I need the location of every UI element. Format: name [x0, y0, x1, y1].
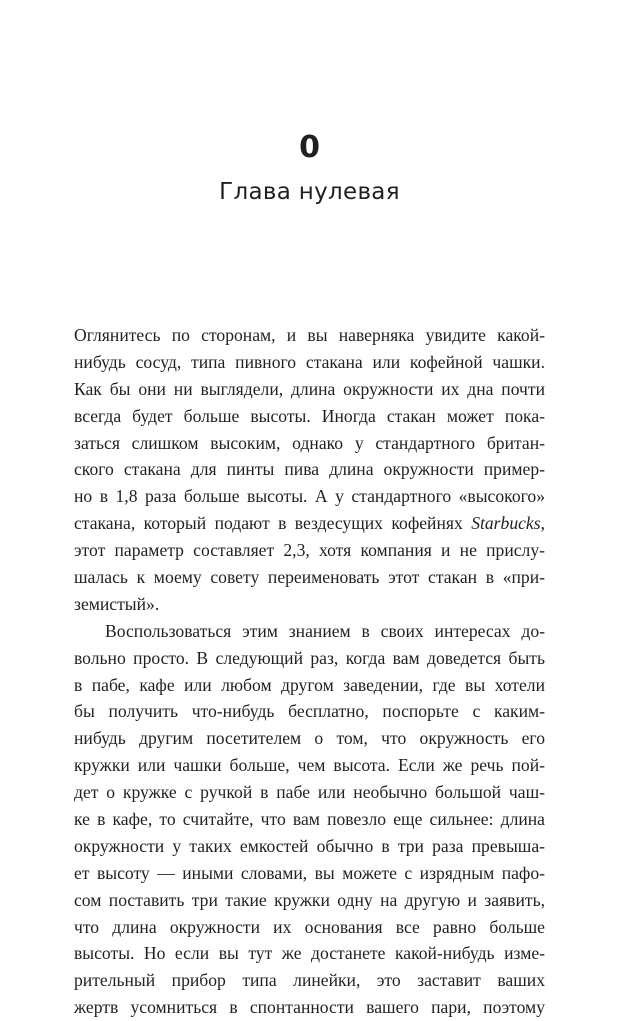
text-line: шалась к моему совету переименовать этот стакан в «при- [74, 567, 545, 588]
text-line: но в 1,8 раза больше высоты. А у стандартного «высокого» [74, 486, 545, 507]
text-segment: стакана, который подают в вездесущих кофейнях [74, 513, 472, 534]
text-segment: , [540, 513, 545, 534]
text-line: окружности у таких емкостей обычно в три раза превыша- [74, 835, 545, 856]
text-line: ет высоту — иными словами, вы можете с изрядным пафо- [74, 862, 545, 883]
text-line: в пабе, кафе или любом другом заведении, где вы хотели [74, 674, 545, 695]
text-line: высоты. Но если вы тут же достанете какой-нибудь изме- [74, 943, 545, 964]
text-line: бы получить что-нибудь бесплатно, поспорьте с каким- [74, 701, 545, 722]
text-line: нибудь сосуд, типа пивного стакана или кофейной чашки. [74, 351, 545, 372]
text-line: ке в кафе, то считайте, что вам повезло еще сильнее: длина [74, 809, 545, 830]
text-line: сом поставить три такие кружки одну на другую и заявить, [74, 889, 545, 910]
text-line: что длина окружности их основания все равно больше [74, 916, 545, 937]
text-line: Воспользоваться этим знанием в своих интересах до- [105, 620, 545, 641]
text-line: ского стакана для пинты пива длина окружности пример- [74, 459, 545, 480]
text-line: дет о кружке с ручкой в пабе или необычно большой чаш- [74, 782, 545, 803]
text-line: вольно просто. В следующий раз, когда вам доведется быть [74, 647, 545, 668]
text-line: рительный прибор типа линейки, это заставит ваших [74, 970, 545, 991]
text-line: нибудь другим посетителем о том, что окружность его [74, 728, 545, 749]
text-line: всегда будет больше высоты. Иногда стакан может пока- [74, 405, 545, 426]
text-line: земистый». [74, 593, 160, 614]
body-text [74, 322, 545, 1021]
chapter-title: Глава нулевая [219, 179, 400, 205]
text-line: Оглянитесь по сторонам, и вы наверняка увидите какой- [74, 325, 545, 345]
text-line: жертв усомниться в спонтанности вашего пари, поэтому [74, 997, 545, 1018]
text-line: кружки или чашки больше, чем высота. Если же речь пой- [74, 755, 545, 776]
text-line: этот параметр составляет 2,3, хотя компания и не прислу- [74, 540, 545, 561]
text-line: заться слишком высоким, однако у стандартного британ- [74, 432, 545, 453]
text-line: Как бы они ни выглядели, длина окружности их дна почти [74, 378, 545, 399]
brand-name: Starbucks [471, 513, 541, 534]
chapter-number: 0 [299, 130, 320, 165]
text-line-with-brand [74, 510, 545, 537]
